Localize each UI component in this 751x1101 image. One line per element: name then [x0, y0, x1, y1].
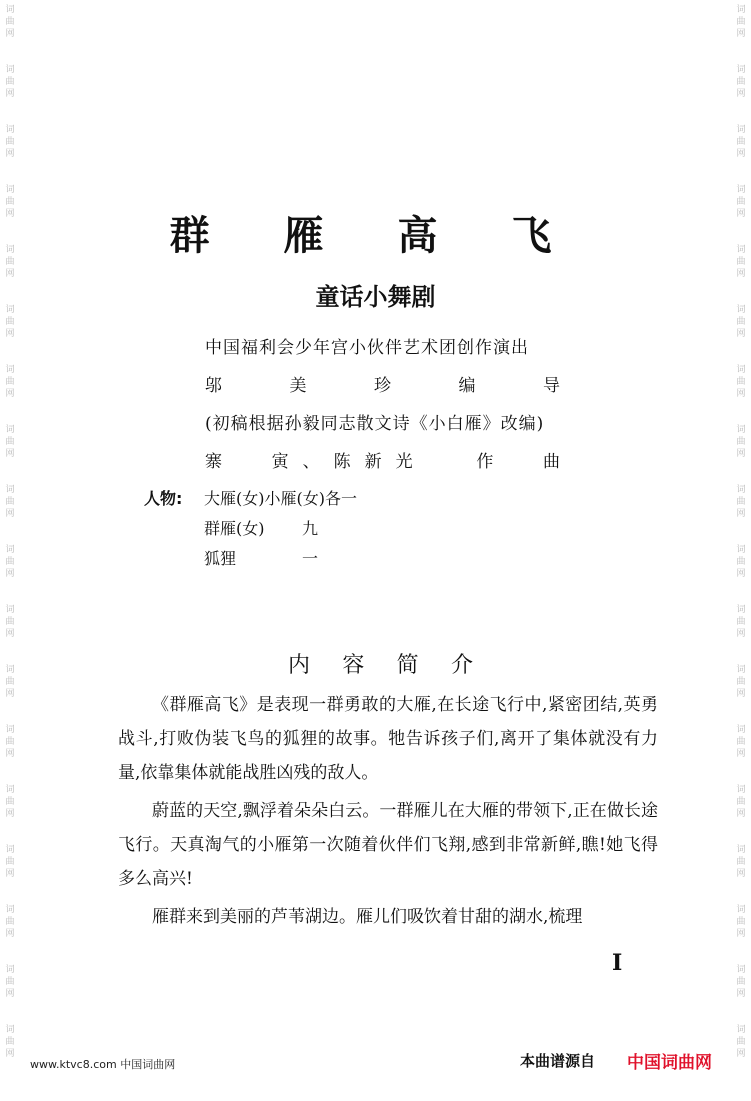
page-number: I	[612, 950, 623, 976]
watermark-char: 词	[5, 785, 15, 795]
credit-adaptation-note: (初稿根据孙毅同志散文诗《小白雁》改编)	[205, 414, 545, 434]
watermark-group	[3, 724, 17, 760]
watermark-char: 词	[5, 365, 15, 375]
watermark-group	[734, 664, 748, 700]
composer-role-char: 曲	[542, 452, 560, 472]
watermark-char: 曲	[736, 857, 746, 867]
watermark-char: 词	[736, 845, 746, 855]
watermark-char: 曲	[5, 497, 15, 507]
watermark-char: 词	[736, 1025, 746, 1035]
watermark-char: 曲	[736, 497, 746, 507]
watermark-group	[3, 844, 17, 880]
section-heading-char: 简	[396, 653, 419, 678]
watermark-char: 曲	[5, 197, 15, 207]
choreographer-name-char: 美	[289, 376, 307, 396]
watermark-char: 网	[736, 449, 746, 459]
watermark-char: 网	[736, 209, 746, 219]
characters-label: 人物:	[144, 489, 183, 508]
watermark-char: 词	[5, 65, 15, 75]
footer-brand-link[interactable]: 中国词曲网	[627, 1053, 712, 1073]
watermark-char: 网	[736, 689, 746, 699]
watermark-char: 词	[5, 305, 15, 315]
watermark-char: 网	[736, 269, 746, 279]
watermark-char: 网	[736, 29, 746, 39]
watermark-char: 词	[736, 125, 746, 135]
watermark-char: 网	[736, 869, 746, 879]
watermark-group	[734, 124, 748, 160]
watermark-column-right	[734, 0, 748, 1101]
watermark-char: 曲	[5, 677, 15, 687]
watermark-char: 词	[5, 425, 15, 435]
watermark-group	[734, 964, 748, 1000]
watermark-char: 网	[736, 989, 746, 999]
watermark-char: 曲	[5, 917, 15, 927]
watermark-char: 曲	[5, 977, 15, 987]
watermark-group	[734, 604, 748, 640]
watermark-group	[734, 364, 748, 400]
watermark-char: 曲	[736, 197, 746, 207]
summary-paragraph: 《群雁高飞》是表现一群勇敢的大雁,在长途飞行中,紧密团结,英勇战斗,打败伪装飞鸟的狐狸的故事。牠告诉孩子们,离开了集体就没有力量,依靠集体就能战胜凶残的敌人。	[118, 695, 658, 783]
watermark-char: 曲	[5, 137, 15, 147]
watermark-char: 词	[736, 365, 746, 375]
watermark-char: 曲	[5, 17, 15, 27]
watermark-group	[734, 844, 748, 880]
watermark-char: 曲	[736, 557, 746, 567]
watermark-char: 网	[736, 629, 746, 639]
watermark-char: 曲	[5, 1037, 15, 1047]
watermark-char: 曲	[736, 977, 746, 987]
watermark-char: 网	[736, 749, 746, 759]
watermark-char: 网	[5, 569, 15, 579]
watermark-char: 词	[5, 485, 15, 495]
watermark-char: 曲	[5, 377, 15, 387]
watermark-group	[734, 724, 748, 760]
credit-choreographer	[205, 372, 560, 400]
character-name: 大雁(女)小雁(女)	[204, 489, 325, 508]
watermark-char: 词	[736, 545, 746, 555]
watermark-char: 曲	[736, 77, 746, 87]
watermark-char: 网	[5, 689, 15, 699]
watermark-group	[3, 904, 17, 940]
watermark-char: 网	[5, 329, 15, 339]
watermark-char: 网	[5, 929, 15, 939]
watermark-char: 曲	[5, 77, 15, 87]
watermark-char: 词	[736, 785, 746, 795]
watermark-char: 词	[736, 425, 746, 435]
character-row	[204, 514, 319, 544]
watermark-char: 网	[736, 1049, 746, 1059]
watermark-char: 词	[5, 545, 15, 555]
watermark-char: 曲	[5, 857, 15, 867]
watermark-char: 网	[5, 269, 15, 279]
watermark-char: 词	[736, 665, 746, 675]
watermark-char: 曲	[5, 257, 15, 267]
footer-url-link[interactable]: www.ktvc8.com 中国词曲网	[30, 1058, 176, 1071]
section-heading-summary	[288, 650, 473, 682]
watermark-char: 词	[736, 725, 746, 735]
watermark-char: 词	[736, 65, 746, 75]
watermark-char: 网	[736, 149, 746, 159]
watermark-char: 网	[736, 809, 746, 819]
character-count: 九	[302, 519, 319, 538]
character-count: 各一	[324, 489, 357, 508]
character-row	[204, 544, 319, 574]
watermark-char: 词	[736, 185, 746, 195]
watermark-char: 网	[5, 989, 15, 999]
watermark-char: 曲	[5, 557, 15, 567]
watermark-char: 网	[736, 89, 746, 99]
page-title: 群 雁 高 飞	[169, 213, 582, 259]
watermark-group	[3, 64, 17, 100]
watermark-char: 曲	[736, 257, 746, 267]
section-heading-char: 内	[288, 653, 311, 678]
section-heading-char: 介	[450, 653, 473, 678]
watermark-char: 网	[5, 89, 15, 99]
watermark-group	[734, 904, 748, 940]
watermark-char: 词	[736, 905, 746, 915]
watermark-char: 词	[5, 1025, 15, 1035]
credits-block	[205, 334, 560, 486]
watermark-char: 曲	[5, 797, 15, 807]
watermark-char: 词	[736, 5, 746, 15]
watermark-char: 网	[5, 209, 15, 219]
watermark-char: 词	[5, 5, 15, 15]
watermark-group	[734, 64, 748, 100]
summary-paragraph: 蔚蓝的天空,飘浮着朵朵白云。一群雁儿在大雁的带领下,正在做长途飞行。天真淘气的小雁第一次随着伙伴们飞翔,感到非常新鲜,瞧!她飞得多么高兴!	[118, 801, 658, 889]
watermark-char: 词	[5, 605, 15, 615]
watermark-char: 词	[736, 305, 746, 315]
watermark-char: 曲	[736, 737, 746, 747]
choreographer-role-char: 导	[543, 376, 560, 396]
character-name: 群雁(女)	[204, 519, 265, 538]
watermark-group	[3, 124, 17, 160]
watermark-char: 词	[5, 185, 15, 195]
watermark-char: 词	[5, 845, 15, 855]
composer-role-char: 作	[476, 452, 494, 472]
watermark-char: 网	[5, 149, 15, 159]
watermark-char: 曲	[736, 437, 746, 447]
watermark-char: 曲	[736, 377, 746, 387]
composer-name-part: 寅、陈新光	[271, 452, 427, 472]
watermark-group	[734, 1024, 748, 1060]
watermark-char: 词	[5, 725, 15, 735]
watermark-char: 词	[736, 605, 746, 615]
watermark-char: 网	[5, 1049, 15, 1059]
choreographer-name-char: 邬	[205, 376, 222, 396]
watermark-char: 网	[736, 329, 746, 339]
watermark-char: 曲	[736, 677, 746, 687]
watermark-char: 网	[5, 869, 15, 879]
watermark-char: 曲	[5, 317, 15, 327]
choreographer-name-char: 珍	[374, 376, 391, 396]
summary-body	[118, 688, 658, 938]
watermark-char: 网	[736, 929, 746, 939]
watermark-group	[3, 784, 17, 820]
watermark-group	[734, 544, 748, 580]
watermark-char: 曲	[736, 317, 746, 327]
footer-source-label: 本曲谱源自	[520, 1052, 596, 1070]
watermark-char: 词	[736, 245, 746, 255]
watermark-group	[734, 784, 748, 820]
watermark-group	[3, 1024, 17, 1060]
watermark-char: 网	[5, 509, 15, 519]
watermark-char: 词	[736, 485, 746, 495]
credit-composer	[205, 448, 560, 476]
watermark-group	[3, 364, 17, 400]
watermark-char: 网	[736, 389, 746, 399]
watermark-group	[3, 4, 17, 40]
watermark-group	[734, 4, 748, 40]
watermark-char: 曲	[736, 917, 746, 927]
watermark-column-left	[3, 0, 17, 1101]
watermark-char: 网	[5, 749, 15, 759]
watermark-char: 词	[5, 125, 15, 135]
composer-name-part: 寨	[205, 452, 222, 472]
watermark-group	[3, 484, 17, 520]
watermark-group	[3, 604, 17, 640]
page-subtitle: 童话小舞剧	[315, 283, 436, 311]
character-name: 狐狸	[204, 549, 237, 568]
watermark-char: 网	[736, 509, 746, 519]
character-row	[204, 484, 357, 514]
watermark-group	[734, 484, 748, 520]
watermark-char: 网	[5, 29, 15, 39]
watermark-char: 曲	[5, 437, 15, 447]
watermark-char: 曲	[736, 17, 746, 27]
watermark-char: 曲	[736, 137, 746, 147]
summary-paragraph: 雁群来到美丽的芦苇湖边。雁儿们吸饮着甘甜的湖水,梳理	[152, 907, 583, 927]
credit-troupe: 中国福利会少年宫小伙伴艺术团创作演出	[205, 338, 529, 358]
watermark-group	[3, 544, 17, 580]
watermark-char: 网	[5, 449, 15, 459]
watermark-char: 曲	[5, 617, 15, 627]
watermark-char: 网	[736, 569, 746, 579]
watermark-group	[3, 964, 17, 1000]
watermark-char: 曲	[736, 1037, 746, 1047]
watermark-char: 曲	[736, 617, 746, 627]
watermark-char: 网	[5, 809, 15, 819]
watermark-group	[3, 664, 17, 700]
watermark-char: 词	[5, 245, 15, 255]
watermark-char: 词	[5, 965, 15, 975]
watermark-char: 网	[5, 629, 15, 639]
character-count: 一	[302, 549, 319, 568]
watermark-char: 曲	[5, 737, 15, 747]
watermark-char: 词	[736, 965, 746, 975]
watermark-char: 网	[5, 389, 15, 399]
watermark-group	[734, 424, 748, 460]
section-heading-char: 容	[342, 653, 365, 678]
watermark-char: 曲	[736, 797, 746, 807]
watermark-char: 词	[5, 665, 15, 675]
choreographer-role-char: 编	[458, 376, 476, 396]
watermark-char: 词	[5, 905, 15, 915]
watermark-group	[3, 424, 17, 460]
